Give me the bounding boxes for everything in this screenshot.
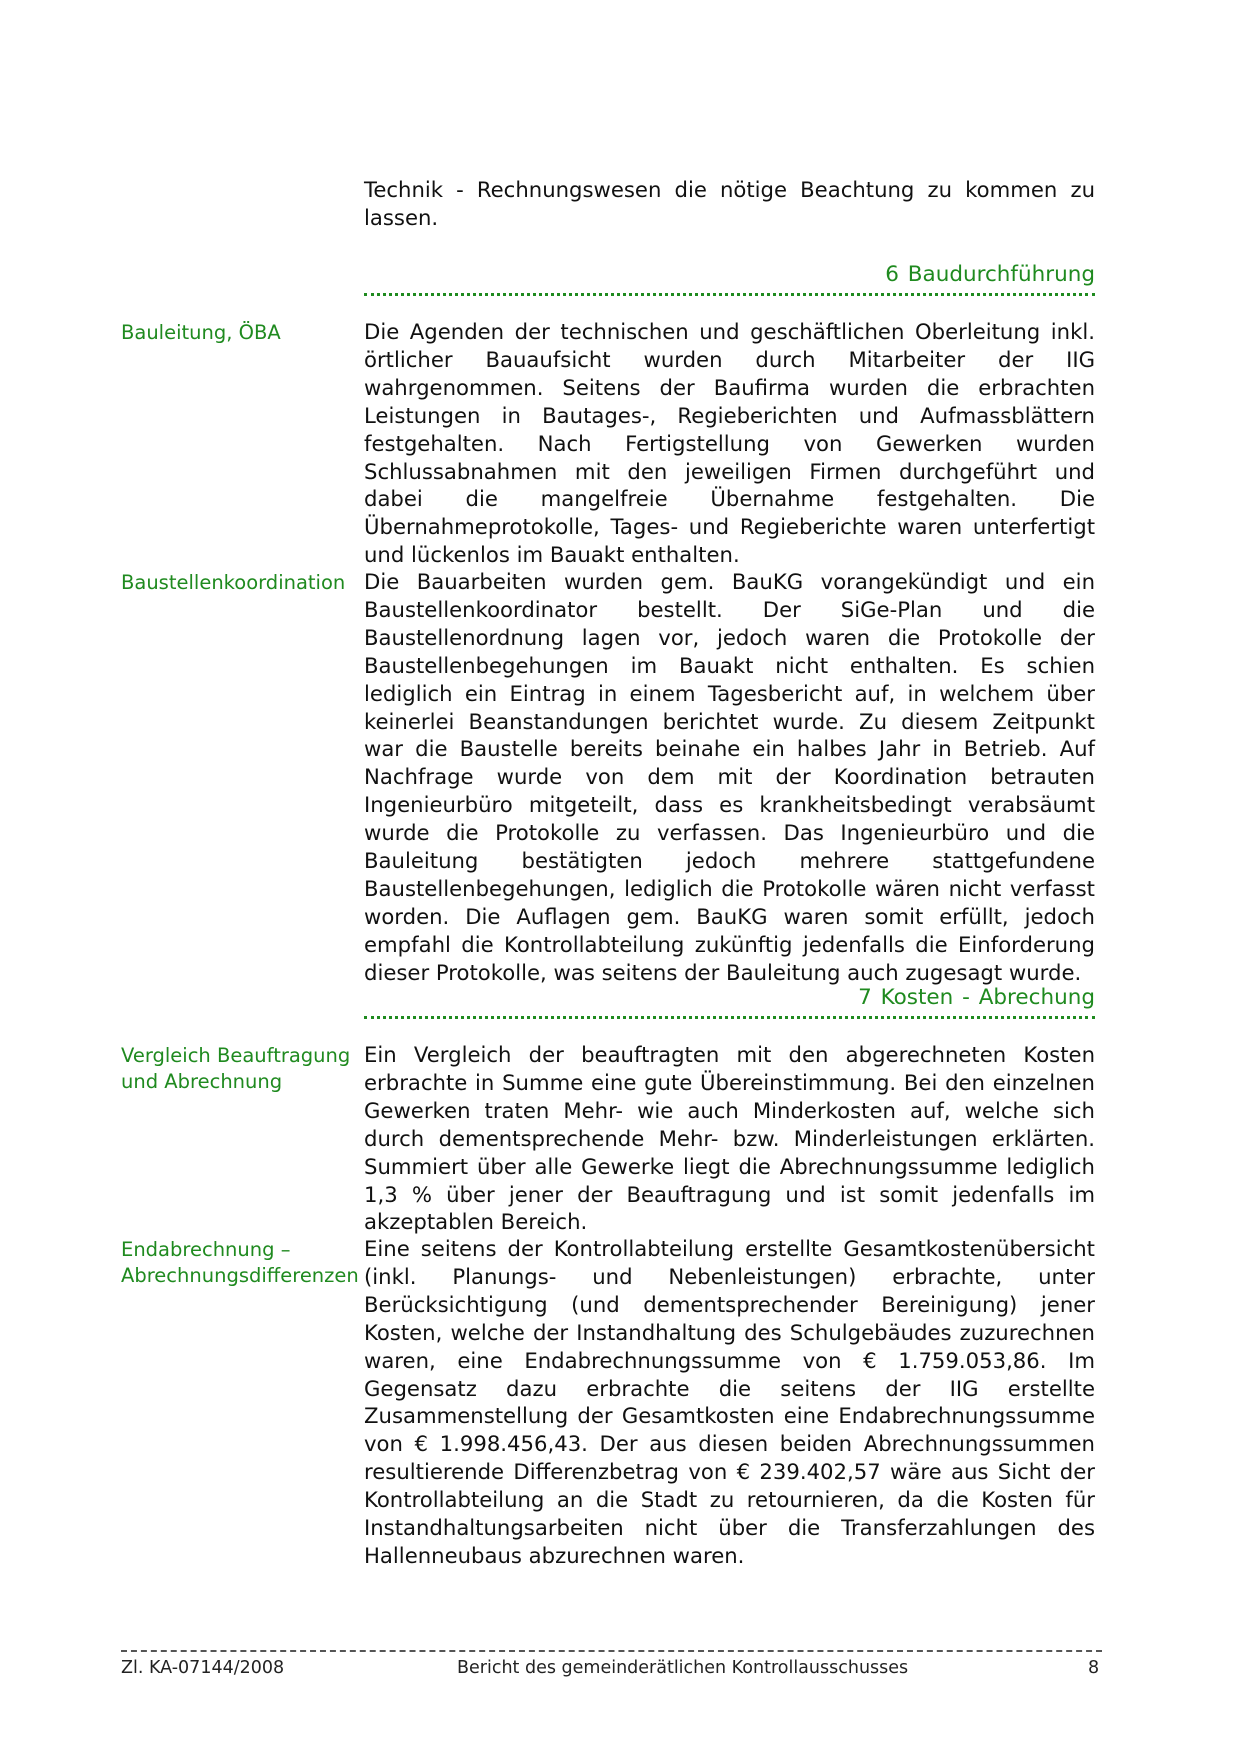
section-number: 7 — [858, 985, 872, 1010]
margin-label-bauleitung: Bauleitung, ÖBA — [121, 321, 281, 344]
section-title: Kosten - Abrechung — [880, 985, 1095, 1010]
paragraph-bauleitung: Die Agenden der technischen und geschäftlichen Oberleitung inkl. örtlicher Bauaufsicht wurden durch Mitarbeiter der IIG wahrgenommen. Seitens der Baufirma wurden die erbrachten Leistungen in Bautages-, Regieberichten und Aufmassblättern festgehalten. Nach Fertigstellung von Gewerken wurden Schlussabnahmen mit den jeweiligen Firmen durchgeführt und dabei die mangelfreie Übernahme festgehalten. Die Übernahmeprotokolle, Tages- und Regieberichte waren unterfertigt und lückenlos im Bauakt enthalten. — [364, 319, 1095, 568]
footer-title: Bericht des gemeinderätlichen Kontrollausschusses — [457, 1658, 909, 1678]
margin-label-endabrechnung: Endabrechnung – Abrechnungsdifferenzen — [121, 1238, 359, 1287]
footer-page-number: 8 — [1088, 1658, 1100, 1678]
paragraph-endabrechnung: Eine seitens der Kontrollabteilung erstellte Gesamtkostenübersicht (inkl. Planungs- und Nebenleistungen) erbrachte, unter Berücksichtigung (und dementsprechender Bereinigung) jener Kosten, welche der Instandhaltung des Schulgebäudes zuzurechnen waren, eine Endabrechnungssumme von € 1.759.053,86. Im Gegensatz dazu erbrachte die seitens der IIG erstellte Zusammenstellung der Gesamtkosten eine Endabrechnungssumme von € 1.998.456,43. Der aus diesen beiden Abrechnungssummen resultierende Differenzbetrag von € 239.402,57 wäre aus Sicht der Kontrollabteilung an die Stadt zu retournieren, da die Kosten für Instandhaltungsarbeiten nicht über die Transferzahlungen des Hallenneubaus abzurechnen waren. — [364, 1236, 1095, 1568]
margin-label-vergleich: Vergleich Beauftragung und Abrechnung — [121, 1044, 351, 1093]
footer-reference: Zl. KA-07144/2008 — [121, 1658, 285, 1678]
section-number: 6 — [885, 262, 899, 287]
section-heading-7 — [364, 985, 1095, 1019]
footer-divider — [121, 1650, 1102, 1652]
section-heading-6 — [364, 262, 1095, 296]
paragraph-vergleich: Ein Vergleich der beauftragten mit den abgerechneten Kosten erbrachte in Summe eine gute Übereinstimmung. Bei den einzelnen Gewerken traten Mehr- wie auch Minderkosten auf, welche sich durch dementsprechende Mehr- bzw. Minderleistungen erklärten. Summiert über alle Gewerke liegt die Abrechnungssumme lediglich 1,3 % über jener der Beauftragung und ist somit jedenfalls im akzeptablen Bereich. — [364, 1042, 1095, 1235]
section-title: Baudurchführung — [907, 262, 1095, 287]
intro-paragraph: Technik - Rechnungswesen die nötige Beachtung zu kommen zu lassen. — [364, 177, 1095, 230]
paragraph-baustellenkoordination: Die Bauarbeiten wurden gem. BauKG vorangekündigt und ein Baustellenkoordinator bestellt. Der SiGe-Plan und die Baustellenordnung lagen vor, jedoch waren die Protokolle der Baustellenbegehungen im Bauakt nicht enthalten. Es schien lediglich ein Eintrag in einem Tagesbericht auf, in welchem über keinerlei Beanstandungen berichtet wurde. Zu diesem Zeitpunkt war die Baustelle bereits beinahe ein halbes Jahr in Betrieb. Auf Nachfrage wurde von dem mit der Koordination betrauten Ingenieurbüro mitgeteilt, dass es krankheitsbedingt verabsäumt wurde die Protokolle zu verfassen. Das Ingenieurbüro und die Bauleitung bestätigten jedoch mehrere stattgefundene Baustellenbegehungen, lediglich die Protokolle wären nicht verfasst worden. Die Auflagen gem. BauKG waren somit erfüllt, jedoch empfahl die Kontrollabteilung zukünftig jedenfalls die Einforderung dieser Protokolle, was seitens der Bauleitung auch zugesagt wurde. — [364, 569, 1095, 985]
margin-label-baustellenkoordination: Baustellenkoordination — [121, 571, 346, 594]
